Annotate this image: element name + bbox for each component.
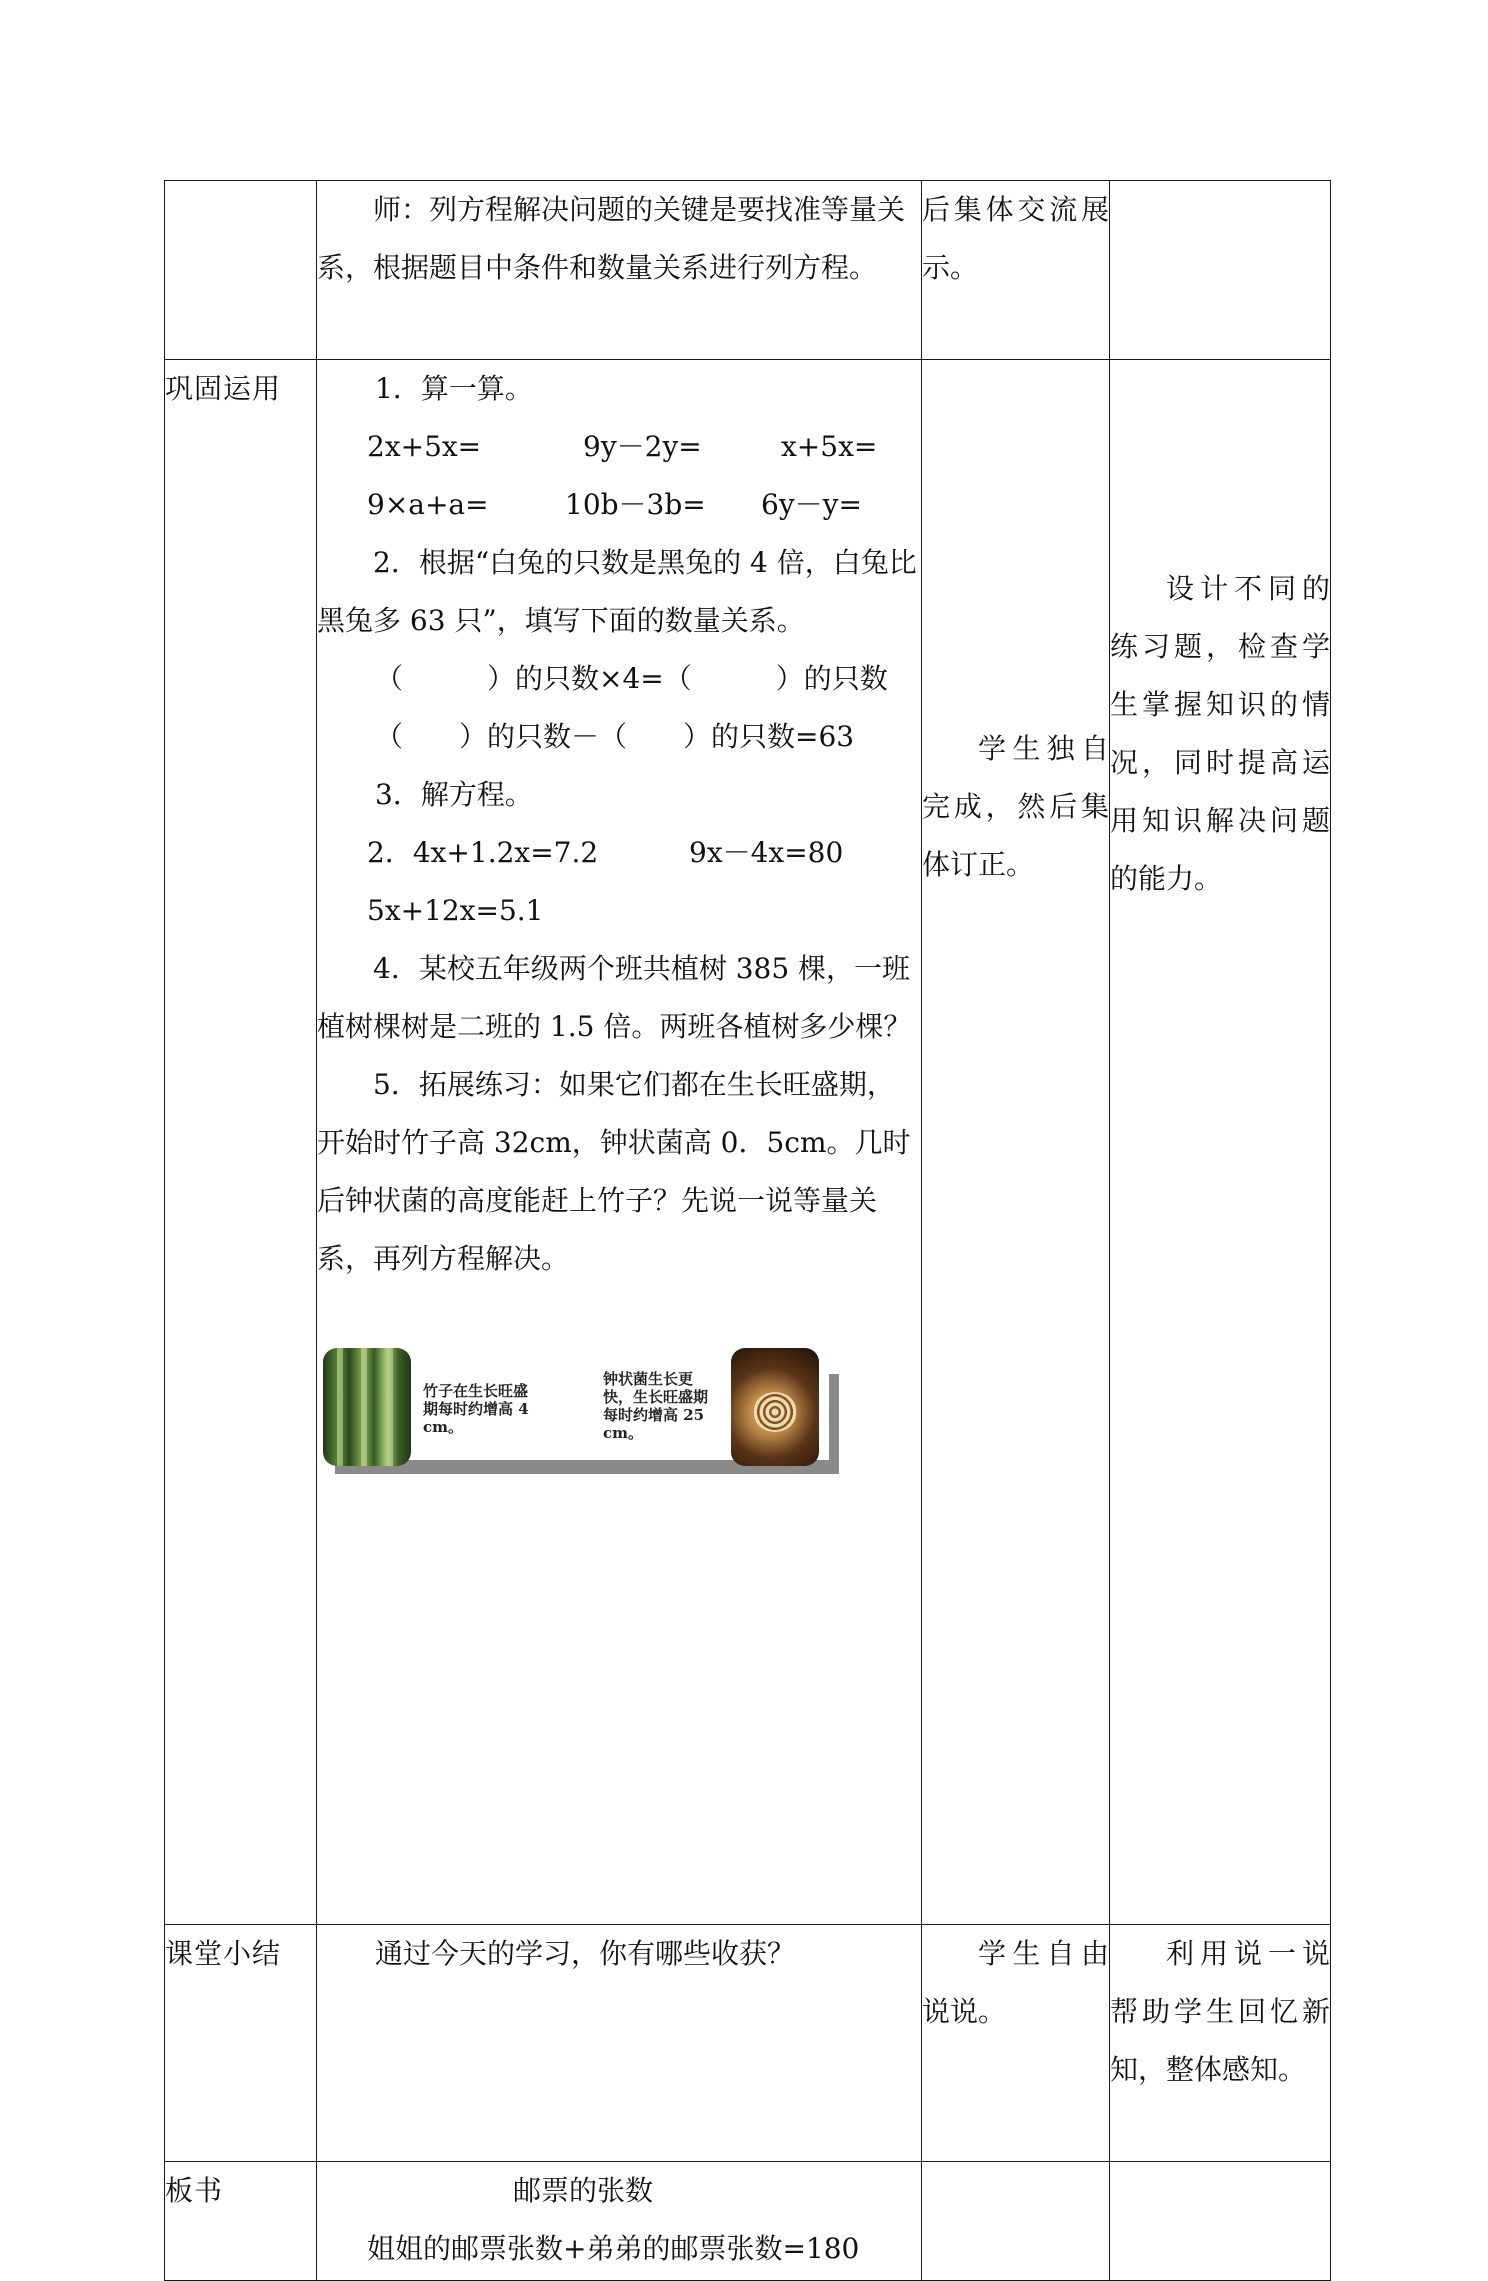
growth-illustration [319, 1348, 839, 1478]
student-activity-text: 后集体交流展示。 [922, 193, 1109, 284]
student-activity-cell [922, 181, 1110, 360]
exercise-3-row-2: 5x+12x=5.1 [367, 894, 544, 927]
expression: 9y－2y= [583, 430, 702, 463]
board-title: 邮票的张数 [513, 2174, 654, 2207]
design-intent-cell [1110, 360, 1331, 1925]
exercise-3-row-1 [317, 824, 921, 882]
stage-label-cell [165, 1925, 317, 2162]
student-activity-cell [922, 2162, 1110, 2281]
design-intent-text: 利用说一说帮助学生回忆新知，整体感知。 [1110, 1937, 1330, 2086]
exercise-1-title: 1．算一算。 [375, 372, 533, 405]
expression: x+5x= [781, 430, 878, 463]
teaching-content-cell [317, 2162, 922, 2281]
equation: 9x－4x=80 [689, 836, 844, 869]
exercise-2-blank-2: （ ）的只数－（ ）的只数=63 [375, 720, 855, 753]
expression: 6y－y= [761, 488, 862, 521]
exercise-2-text: 2．根据“白兔的只数是黑兔的 4 倍，白兔比黑兔多 63 只”，填写下面的数量关系。 [317, 546, 917, 637]
teaching-content-cell [317, 181, 922, 360]
board-equation: 姐姐的邮票张数+弟弟的邮票张数=180 [367, 2232, 860, 2265]
table-row [165, 1925, 1331, 2162]
teaching-content-cell [317, 1925, 922, 2162]
table-row [165, 181, 1331, 360]
student-activity-text: 学生独自完成，然后集体订正。 [922, 732, 1109, 881]
exercise-4-text: 4．某校五年级两个班共植树 385 棵，一班植树棵树是二班的 1.5 倍。两班各植树多少棵？ [317, 952, 912, 1043]
bamboo-photo [323, 1348, 411, 1466]
design-intent-cell [1110, 2162, 1331, 2281]
student-activity-cell [922, 1925, 1110, 2162]
bamboo-caption: 竹子在生长旺盛期每时约增高 4 cm。 [423, 1382, 529, 1436]
exercise-3-title: 3．解方程。 [375, 778, 533, 811]
expression: 10b－3b= [565, 488, 706, 521]
lesson-plan-table [164, 180, 1331, 2281]
design-intent-cell [1110, 1925, 1331, 2162]
exercise-1-row-1 [317, 418, 921, 476]
exercise-1-row-2 [317, 476, 921, 534]
expression: 2x+5x= [367, 430, 482, 463]
teaching-content-cell [317, 360, 922, 1925]
stage-label-cell [165, 181, 317, 360]
stage-label: 板书 [165, 2174, 224, 2207]
student-activity-cell [922, 360, 1110, 1925]
fungus-photo [731, 1348, 819, 1466]
exercise-5-text: 5．拓展练习：如果它们都在生长旺盛期，开始时竹子高 32cm，钟状菌高 0．5cm。几时后钟状菌的高度能赶上竹子？先说一说等量关系，再列方程解决。 [317, 1068, 911, 1275]
design-intent-text: 设计不同的练习题，检查学生掌握知识的情况，同时提高运用知识解决问题的能力。 [1110, 572, 1330, 895]
table-row [165, 2162, 1331, 2281]
exercise-2-blank-1: （ ）的只数×4=（ ）的只数 [375, 662, 888, 695]
stage-label-cell [165, 360, 317, 1925]
table-row [165, 360, 1331, 1925]
design-intent-cell [1110, 181, 1331, 360]
stage-label: 巩固运用 [165, 372, 282, 405]
content-paragraph: 师：列方程解决问题的关键是要找准等量关系，根据题目中条件和数量关系进行列方程。 [317, 193, 906, 284]
summary-question: 通过今天的学习，你有哪些收获？ [375, 1937, 796, 1970]
stage-label: 课堂小结 [165, 1937, 282, 1970]
expression: 9×a+a= [367, 488, 489, 521]
fungus-caption: 钟状菌生长更快，生长旺盛期每时约增高 25 cm。 [603, 1370, 709, 1442]
stage-label-cell [165, 2162, 317, 2281]
equation: 2．4x+1.2x=7.2 [367, 836, 599, 869]
student-activity-text: 学生自由说说。 [922, 1937, 1109, 2028]
